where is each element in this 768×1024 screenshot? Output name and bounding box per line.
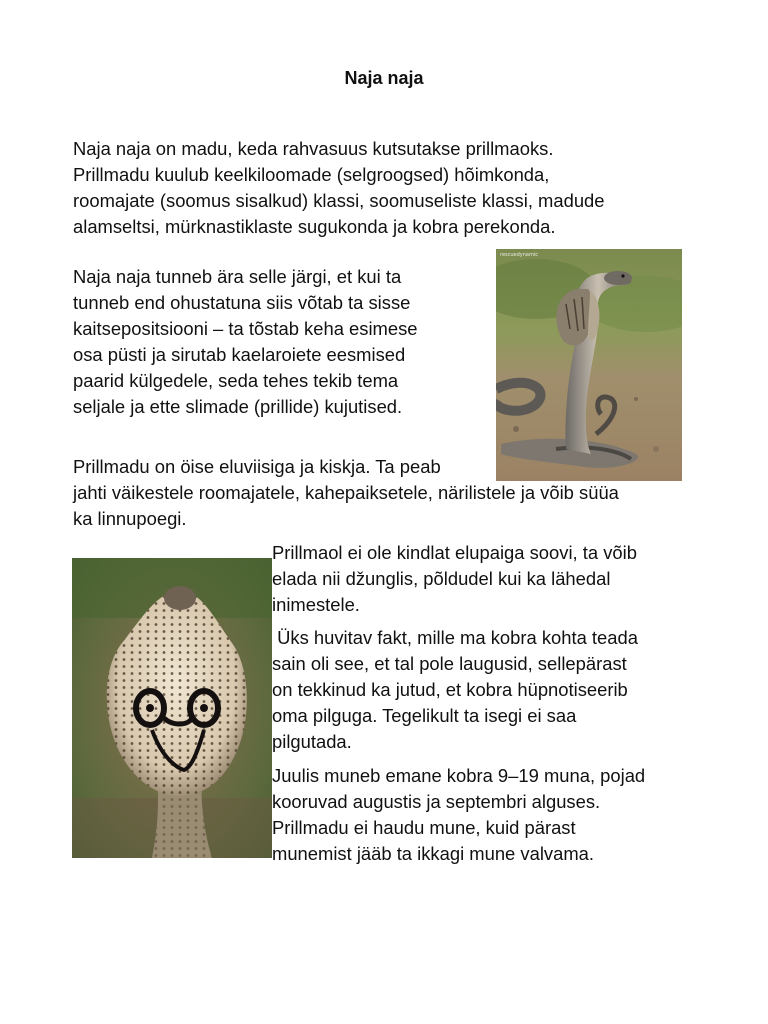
paragraph-intro: [73, 136, 605, 240]
text-line: Naja naja tunneb ära selle järgi, et kui ta: [73, 266, 402, 287]
cobra-photo-hood-back: [72, 558, 272, 858]
text-line: Üks huvitav fakt, mille ma kobra kohta teada: [272, 627, 638, 648]
text-line: on tekkinud ka jutud, et kobra hüpnotiseerib: [272, 679, 628, 700]
text-line: kaitsepositsiooni – ta tõstab keha esimese: [73, 318, 418, 339]
text-line: osa püsti ja sirutab kaelaroiete eesmised: [73, 344, 406, 365]
text-line: roomajate (soomus sisalkud) klassi, soomuseliste klassi, madude: [73, 190, 605, 211]
text-line: pilgutada.: [272, 731, 352, 752]
text-line: munemist jääb ta ikkagi mune valvama.: [272, 843, 594, 864]
cobra-photo-side: [496, 249, 682, 481]
text-line: seljale ja ette slimade (prillide) kujutised.: [73, 396, 403, 417]
text-line: inimestele.: [272, 594, 360, 615]
paragraph-defense: [73, 264, 418, 420]
text-line: Prillmadu kuulub keelkiloomade (selgroogsed) hõimkonda,: [73, 164, 550, 185]
text-line: kooruvad augustis ja septembri alguses.: [272, 791, 601, 812]
page-title: Naja naja: [344, 68, 424, 88]
text-line: Prillmaol ei ole kindlat elupaiga soovi, ta võib: [272, 542, 637, 563]
text-line: Naja naja on madu, keda rahvasuus kutsutakse prillmaoks.: [73, 138, 554, 159]
text-line: tunneb end ohustatuna siis võtab ta sisse: [73, 292, 411, 313]
text-line: ka linnupoegi.: [73, 508, 187, 529]
photo-watermark: rescuedynamic: [500, 252, 538, 258]
text-line: elada nii džunglis, põldudel kui ka lähedal: [272, 568, 611, 589]
text-line: Prillmadu on öise eluviisiga ja kiskja. Ta peab: [73, 456, 441, 477]
text-line: alamseltsi, mürknastiklaste sugukonda ja kobra perekonda.: [73, 216, 556, 237]
text-line: Juulis muneb emane kobra 9–19 muna, pojad: [272, 765, 646, 786]
text-line: Prillmadu ei haudu mune, kuid pärast: [272, 817, 576, 838]
paragraph-habitat: [272, 540, 637, 618]
paragraph-reproduction: [272, 763, 645, 867]
text-line: jahti väikestele roomajatele, kahepaiksetele, närilistele ja võib süüa: [73, 482, 619, 503]
paragraph-fact: [272, 625, 638, 755]
cobra-side-illustration: [496, 249, 682, 481]
paragraph-diet: [73, 454, 619, 532]
text-line: sain oli see, et tal pole laugusid, sellepärast: [272, 653, 627, 674]
cobra-hood-illustration: [72, 558, 272, 858]
text-line: oma pilguga. Tegelikult ta isegi ei saa: [272, 705, 577, 726]
text-line: paarid külgedele, seda tehes tekib tema: [73, 370, 399, 391]
